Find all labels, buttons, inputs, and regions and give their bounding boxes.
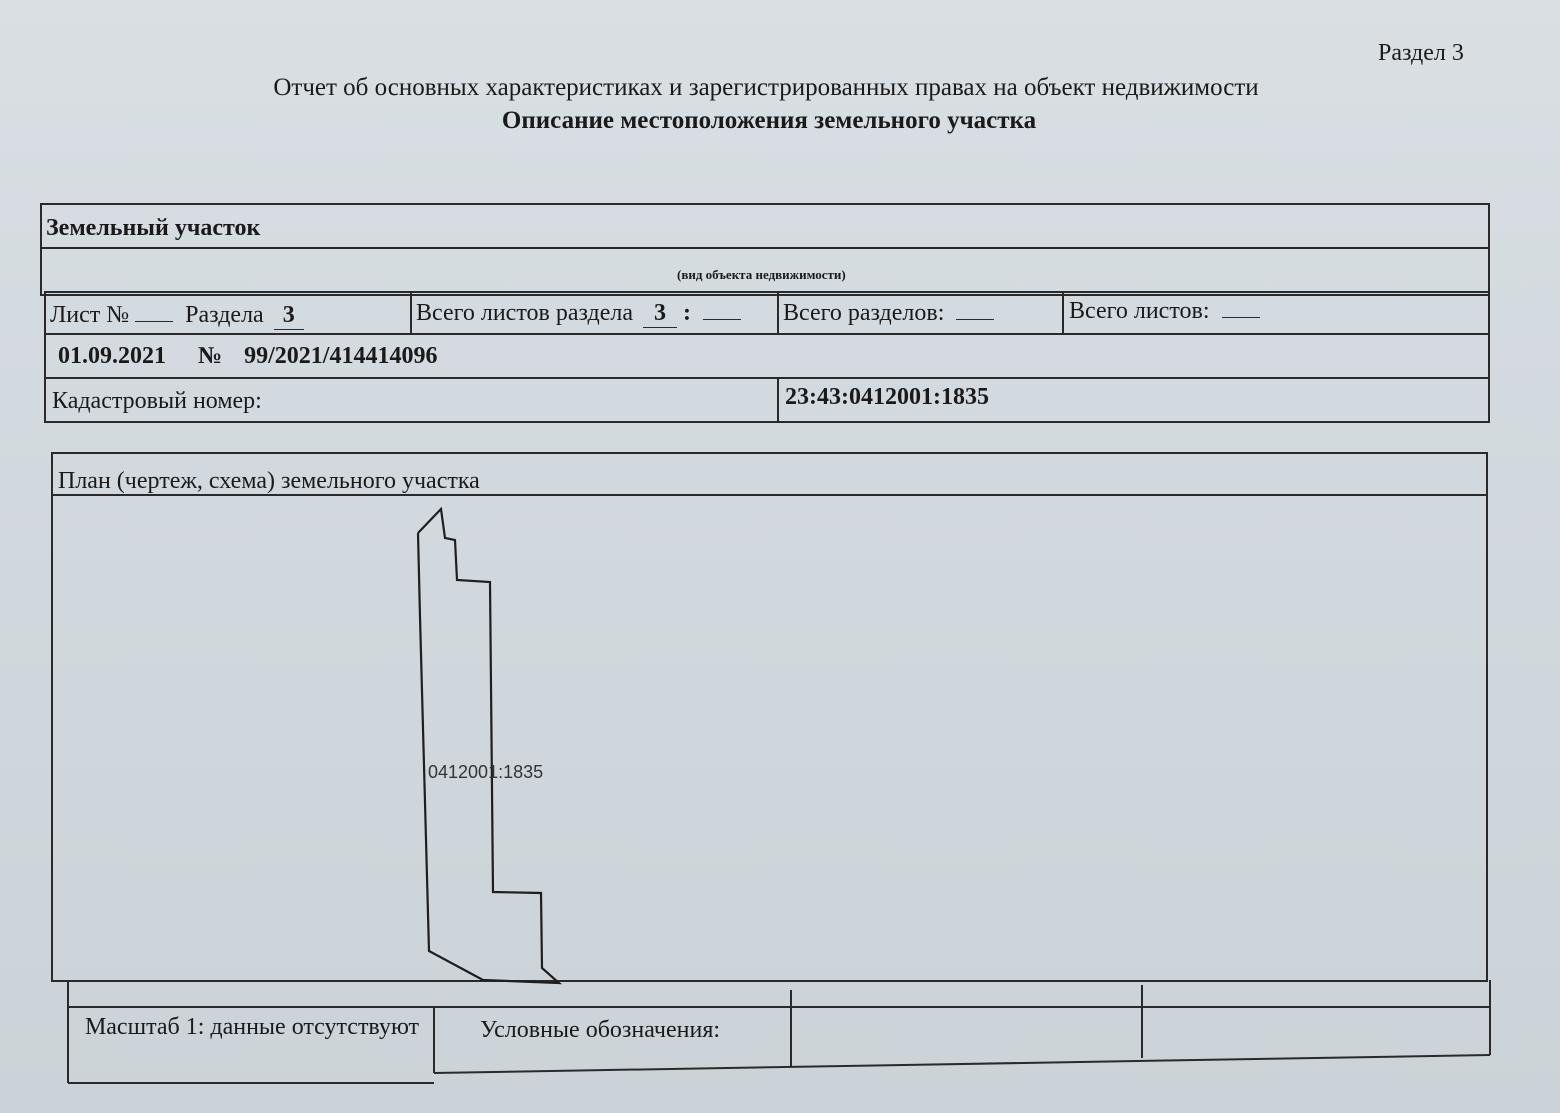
total-sheets-section-label: Всего листов раздела [416,300,634,326]
section-label: Раздел 3 [1378,40,1464,66]
total-sheets-label: Всего листов: [1069,298,1210,324]
total-sections-label: Всего разделов: [783,300,945,326]
report-date: 01.09.2021 [58,343,166,369]
total-sheets-section-number: 3 [643,300,677,328]
sheet-label: Лист № [50,302,130,328]
section-number: 3 [274,302,304,330]
object-type-caption: (вид объекта недвижимости) [677,267,846,282]
document-title: Отчет об основных характеристиках и зарегистрированных правах на объект недвижимости [273,74,1259,101]
cadastral-number: 23:43:0412001:1835 [785,384,989,410]
parcel-label: 0412001:1835 [428,762,544,782]
registry-number: 99/2021/414414096 [244,343,438,369]
parcel-boundary [418,509,559,983]
section-sheets-field: Всего листов раздела 3 : [416,300,741,328]
divider [434,1055,1490,1073]
document-subtitle: Описание местоположения земельного участка [501,107,1037,134]
object-type: Земельный участок [46,215,261,241]
number-sign: № [198,343,223,369]
cadastral-label: Кадастровый номер: [52,388,262,414]
section-word: Раздела [185,302,264,328]
scale-text: Масштаб 1: данные отсутствуют [84,1014,420,1040]
plan-title: План (чертеж, схема) земельного участка [58,468,480,494]
legend-label: Условные обозначения: [480,1017,721,1043]
